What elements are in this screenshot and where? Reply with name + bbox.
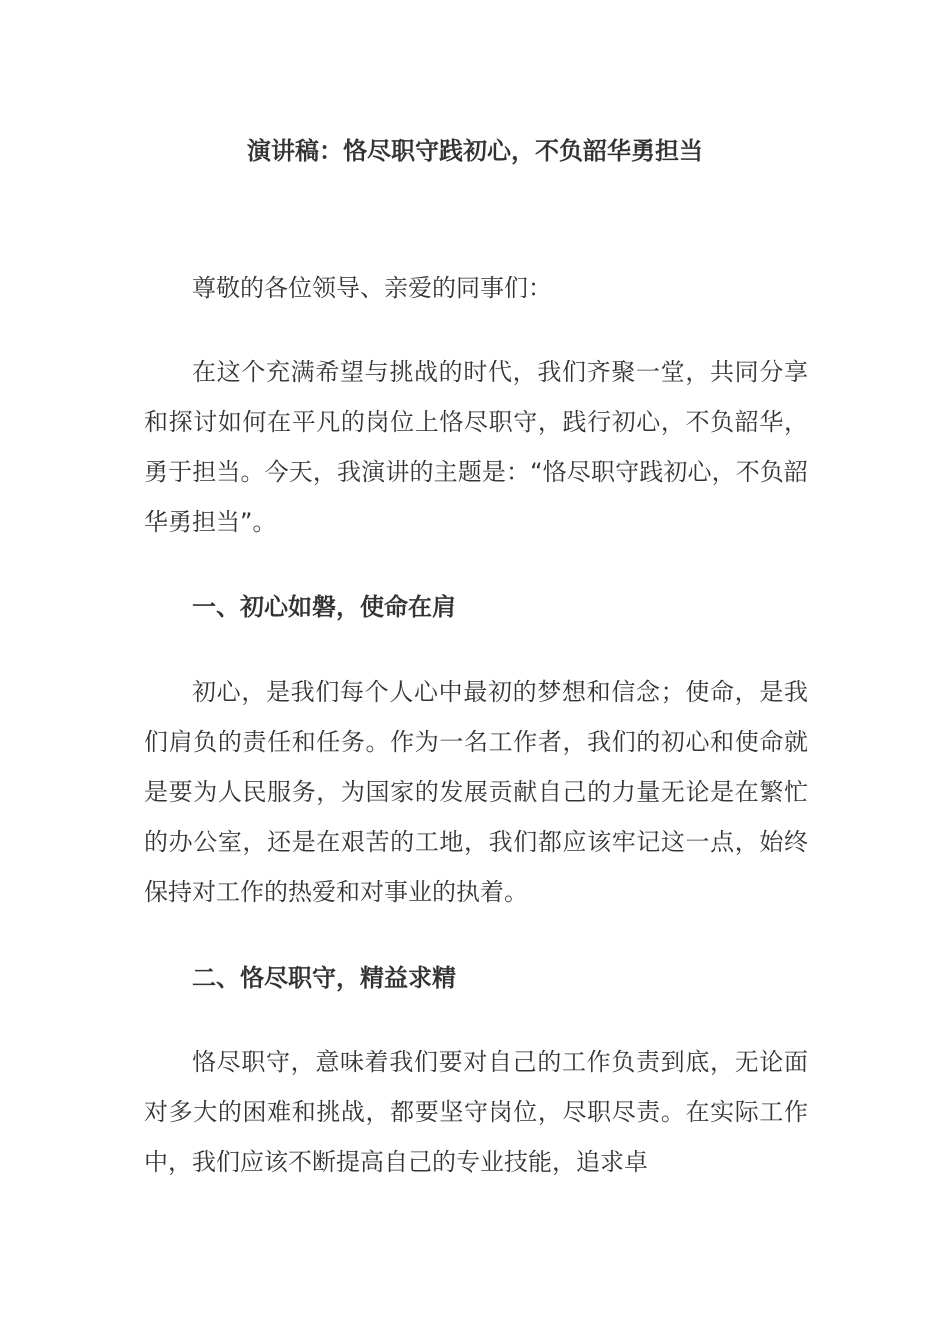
section-heading-1: 一、初心如磐，使命在肩 — [192, 593, 456, 621]
intro-paragraph: 在这个充满希望与挑战的时代，我们齐聚一堂，共同分享和探讨如何在平凡的岗位上恪尽职守，践行初心，不负韶华，勇于担当。今天，我演讲的主题是：“恪尽职守践初心，不负韶华勇担当”。 — [144, 358, 808, 536]
section-body-1: 初心，是我们每个人心中最初的梦想和信念；使命，是我们肩负的责任和任务。作为一名工作者，我们的初心和使命就是要为人民服务，为国家的发展贡献自己的力量无论是在繁忙的办公室，还是在艰苦的工地，我们都应该牢记这一点，始终保持对工作的热爱和对事业的执着。 — [144, 678, 808, 906]
section-body-2: 恪尽职守，意味着我们要对自己的工作负责到底，无论面对多大的困难和挑战，都要坚守岗位，尽职尽责。在实际工作中，我们应该不断提高自己的专业技能，追求卓 — [144, 1048, 808, 1176]
section-heading-2: 二、恪尽职守，精益求精 — [192, 964, 456, 992]
greeting-paragraph: 尊敬的各位领导、亲爱的同事们： — [192, 274, 552, 302]
document-title: 演讲稿：恪尽职守践初心，不负韶华勇担当 — [247, 137, 703, 165]
